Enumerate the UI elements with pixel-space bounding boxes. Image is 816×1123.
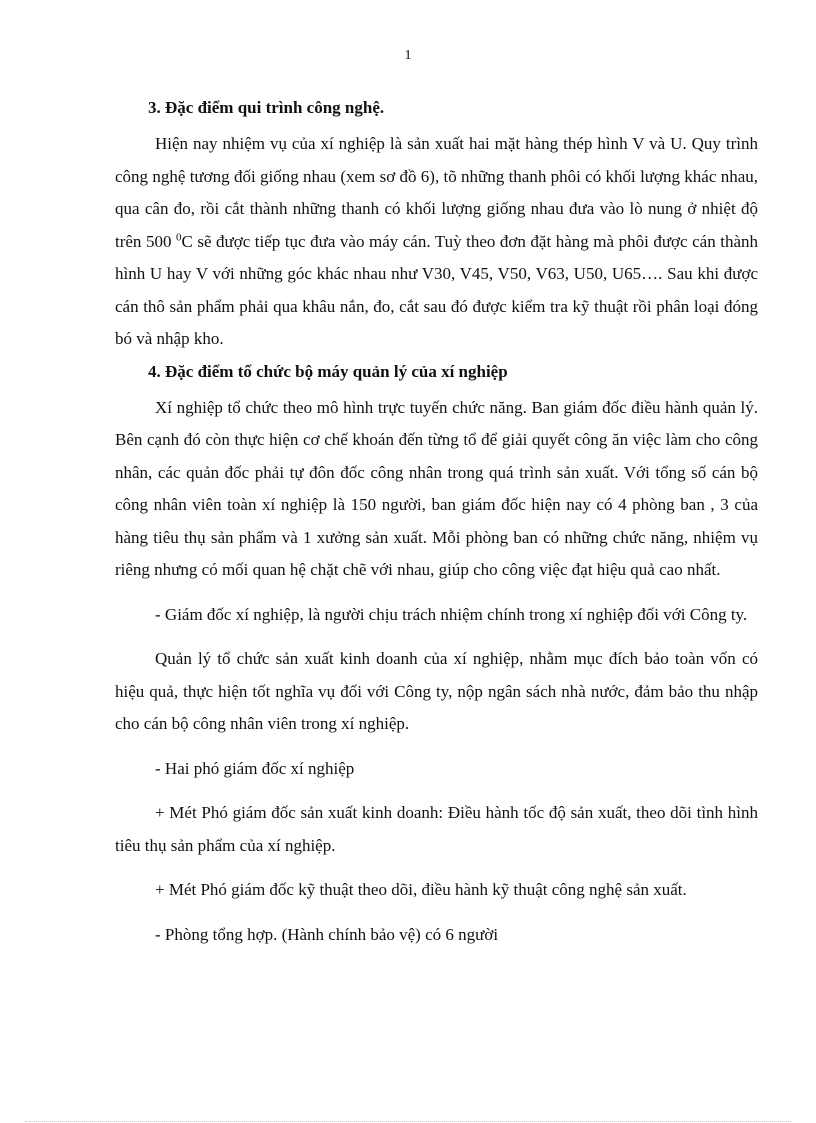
section-3-text-start: Hiện nay nhiệm vụ của xí nghiệp là sản xuất hai mặt hàng thép hình V và U. Quy trình công nghệ tương đối giống nhau (xem sơ đồ 6), tõ những thanh phôi có khối lượng khác nhau, qua cân đo, rồi cắt thành những thanh có khối lượng giống nhau đưa vào lò nung ở nhiệt độ trên 500 — [115, 134, 758, 251]
section-4-heading: 4. Đặc điểm tổ chức bộ máy quản lý của xí nghiệp — [148, 361, 508, 381]
document-body — [115, 92, 758, 951]
section-3-text-end: C sẽ được tiếp tục đưa vào máy cán. Tuỳ theo đơn đặt hàng mà phôi được cán thành hình U hay V với những góc khác nhau như V30, V45, V50, V63, U50, U65…. Sau khi được cán thô sản phẩm phải qua khâu nắn, đo, cắt sau đó được kiểm tra kỹ thuật rồi phân loại đóng bó và nhập kho. — [115, 231, 758, 348]
page-number: 1 — [404, 48, 412, 63]
director-item: - Giám đốc xí nghiệp, là người chịu trách nhiệm chính trong xí nghiệp đối với Công ty. — [155, 604, 748, 624]
section-4-paragraph-1: Xí nghiệp tổ chức theo mô hình trực tuyến chức năng. Ban giám đốc điều hành quản lý. Bên cạnh đó còn thực hiện cơ chế khoán đến từng tổ để giải quyết công ăn việc làm cho công nhân, các quản đốc phải tự đôn đốc công nhân trong quá trình sản xuất. Với tổng số cán bộ công nhân viên toàn xí nghiệp là 150 người, ban giám đốc hiện nay có 4 phòng ban , 3 của hàng tiêu thụ sản phẩm và 1 xưởng sản xuất. Mỗi phòng ban có những chức năng, nhiệm vụ riêng nhưng có mối quan hệ chặt chẽ với nhau, giúp cho công việc đạt hiệu quả cao nhất. — [115, 397, 758, 579]
page-bottom-divider — [25, 1121, 791, 1122]
section-3-paragraph — [115, 128, 758, 356]
general-office-item: - Phòng tổng hợp. (Hành chính bảo vệ) có 6 người — [155, 924, 499, 944]
degree-superscript: 0 — [175, 230, 182, 243]
deputies-item: - Hai phó giám đốc xí nghiệp — [155, 758, 355, 778]
deputy-technical-item: + Mét Phó giám đốc kỹ thuật theo dõi, điều hành kỹ thuật công nghệ sản xuất. — [155, 880, 687, 899]
deputy-business-item: + Mét Phó giám đốc sản xuất kinh doanh: Điều hành tốc độ sản xuất, theo dõi tình hình tiêu thụ sản phẩm của xí nghiệp. — [115, 803, 758, 855]
section-4-paragraph-2: Quản lý tổ chức sản xuất kinh doanh của xí nghiệp, nhằm mục đích bảo toàn vốn có hiệu quả, thực hiện tốt nghĩa vụ đối với Công ty, nộp ngân sách nhà nước, đảm bảo thu nhập cho cán bộ công nhân viên trong xí nghiệp. — [115, 649, 758, 733]
section-3-heading: 3. Đặc điểm qui trình công nghệ. — [148, 98, 385, 117]
